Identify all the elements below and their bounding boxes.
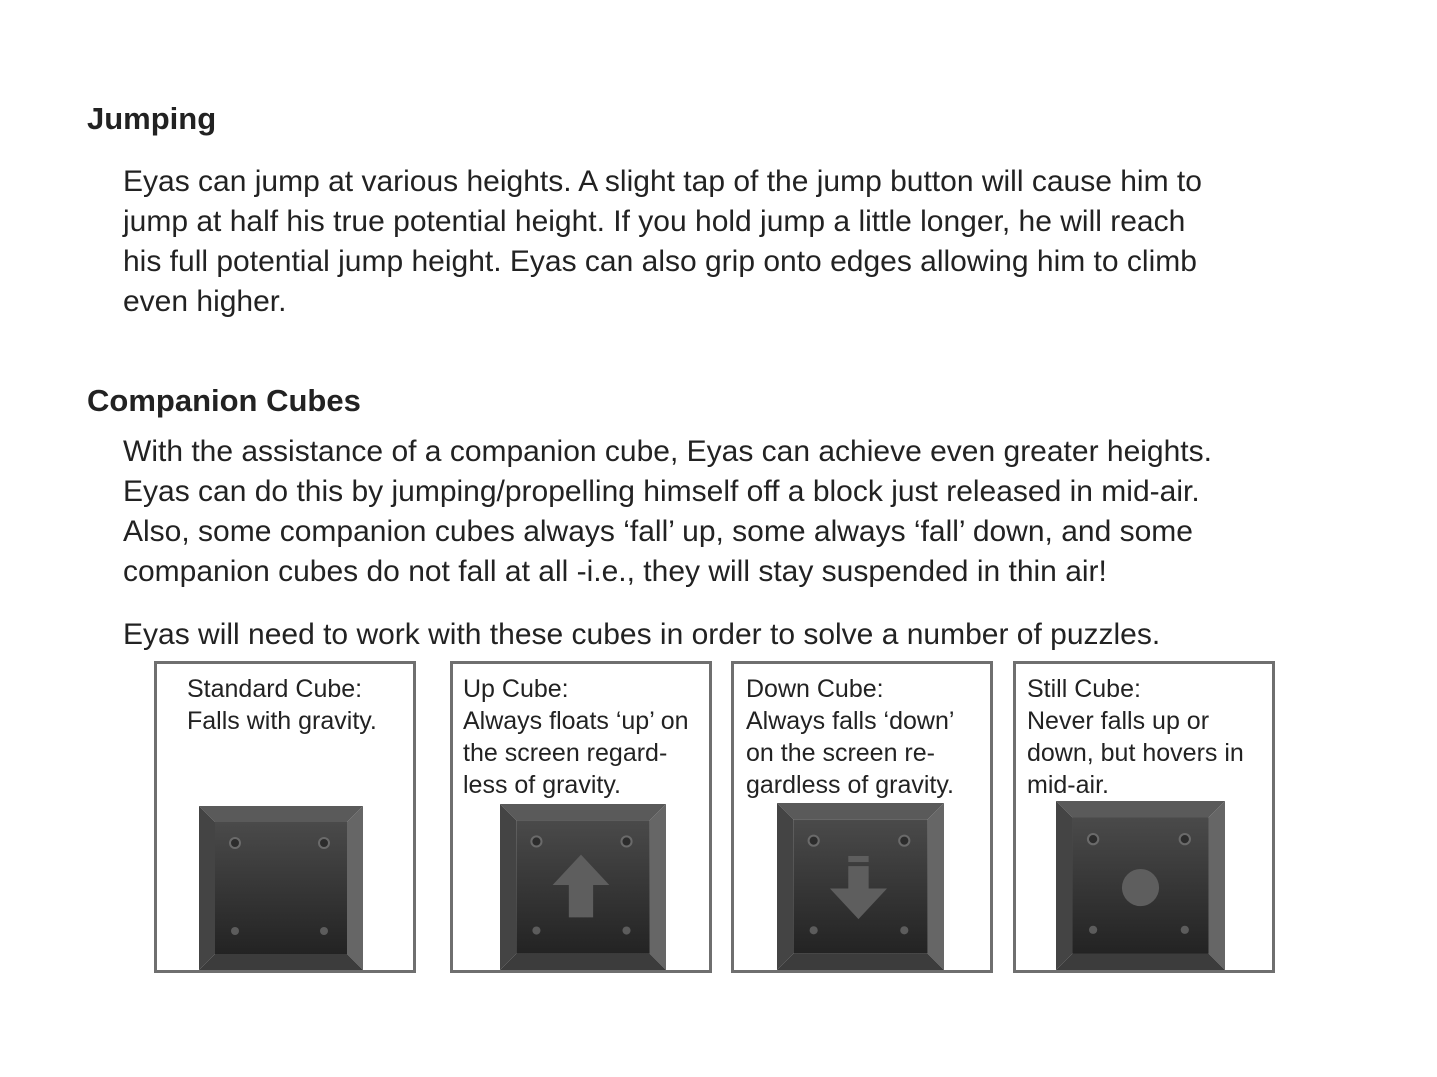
card-line: mid-air. bbox=[1027, 771, 1109, 799]
paragraph-line: Also, some companion cubes always ‘fall’ up, some always ‘fall’ down, and some bbox=[123, 515, 1193, 548]
up-arrow-cube-icon bbox=[500, 804, 666, 970]
card-title: Standard Cube: bbox=[187, 675, 363, 703]
companion-cubes-heading: Companion Cubes bbox=[87, 383, 361, 418]
card-line: Always falls ‘down’ bbox=[746, 707, 955, 735]
puzzle-paragraph bbox=[123, 615, 1353, 655]
card-line: down, but hovers in bbox=[1027, 739, 1244, 767]
down-cube-card bbox=[731, 661, 993, 973]
card-line: the screen regard- bbox=[463, 739, 668, 767]
down-arrow-cube-icon bbox=[777, 803, 944, 970]
paragraph-line: With the assistance of a companion cube, Eyas can achieve even greater heights. bbox=[123, 435, 1212, 468]
card-line: less of gravity. bbox=[463, 771, 621, 799]
standard-cube-card bbox=[154, 661, 416, 973]
card-line: Never falls up or bbox=[1027, 707, 1210, 735]
standard-cube-description bbox=[187, 673, 377, 737]
paragraph-line: even higher. bbox=[123, 285, 287, 318]
card-line: on the screen re- bbox=[746, 739, 935, 767]
paragraph-line: Eyas can do this by jumping/propelling himself off a block just released in mid-air. bbox=[123, 475, 1200, 508]
still-cube-description bbox=[1027, 673, 1244, 801]
up-cube-description bbox=[463, 673, 689, 801]
paragraph-line: his full potential jump height. Eyas can also grip onto edges allowing him to climb bbox=[123, 245, 1197, 278]
paragraph-line: jump at half his true potential height. If you hold jump a little longer, he will reach bbox=[123, 205, 1186, 238]
paragraph-line: Eyas will need to work with these cubes in order to solve a number of puzzles. bbox=[123, 618, 1161, 651]
plain-cube-icon bbox=[199, 806, 363, 970]
still-cube-card bbox=[1013, 661, 1275, 973]
card-title: Up Cube: bbox=[463, 675, 569, 703]
paragraph-line: companion cubes do not fall at all -i.e., they will stay suspended in thin air! bbox=[123, 555, 1107, 588]
circle-cube-icon bbox=[1056, 801, 1225, 970]
paragraph-line: Eyas can jump at various heights. A slight tap of the jump button will cause him to bbox=[123, 165, 1202, 198]
card-line: Always floats ‘up’ on bbox=[463, 707, 689, 735]
jumping-heading: Jumping bbox=[87, 101, 217, 136]
card-title: Still Cube: bbox=[1027, 675, 1141, 703]
down-cube-description bbox=[746, 673, 954, 801]
companion-paragraph bbox=[123, 432, 1353, 592]
jumping-paragraph bbox=[123, 162, 1353, 322]
card-title: Down Cube: bbox=[746, 675, 884, 703]
card-line: gardless of gravity. bbox=[746, 771, 954, 799]
up-cube-card bbox=[450, 661, 712, 973]
card-line: Falls with gravity. bbox=[187, 707, 377, 735]
